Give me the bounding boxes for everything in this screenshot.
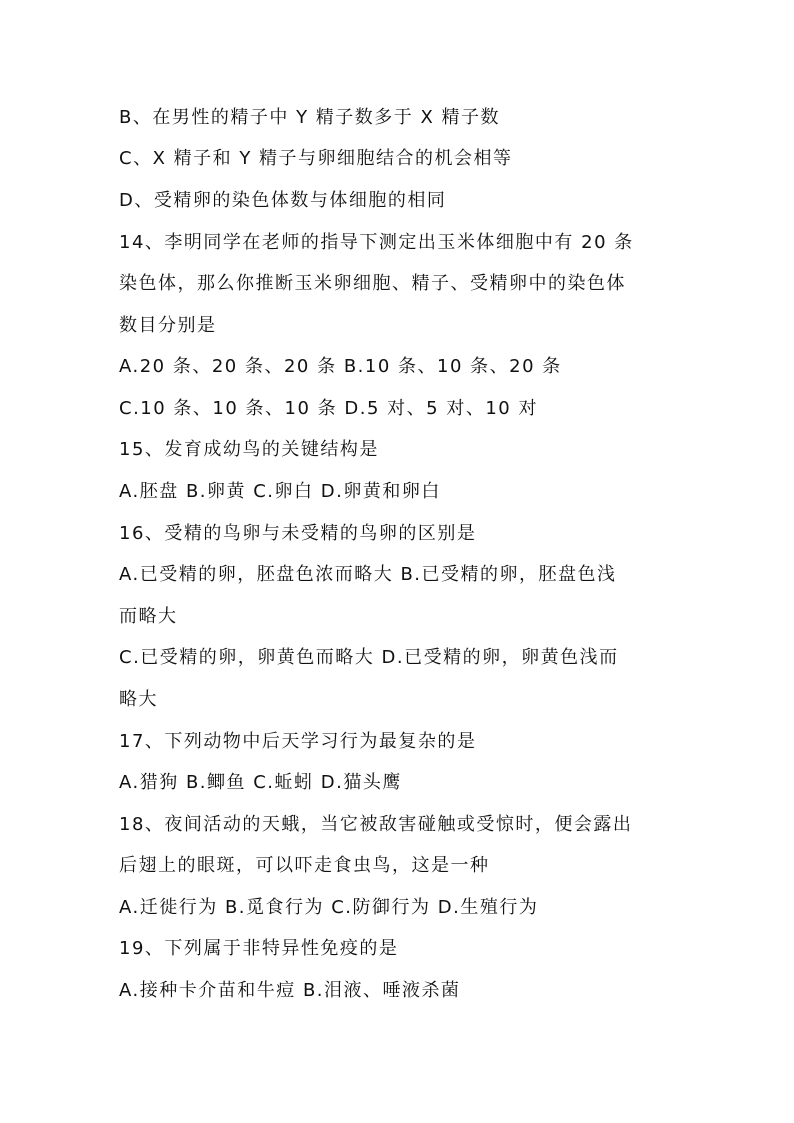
question-18-options: A.迁徙行为 B.觅食行为 C.防御行为 D.生殖行为 (119, 897, 539, 918)
question-15: 15、发育成幼鸟的关键结构是 (119, 439, 379, 460)
question-18-line-2: 后翅上的眼斑，可以吓走食虫鸟，这是一种 (119, 855, 490, 876)
question-19: 19、下列属于非特异性免疫的是 (119, 938, 399, 959)
question-14-options-cd: C.10 条、10 条、10 条 D.5 对、5 对、10 对 (119, 398, 538, 419)
question-17-options: A.猎狗 B.鲫鱼 C.蚯蚓 D.猫头鹰 (119, 772, 402, 793)
question-16: 16、受精的鸟卵与未受精的鸟卵的区别是 (119, 523, 477, 544)
question-14-line-3: 数目分别是 (119, 315, 217, 336)
question-14-line-1: 14、李明同学在老师的指导下测定出玉米体细胞中有 20 条 (119, 232, 634, 253)
question-14-options-ab: A.20 条、20 条、20 条 B.10 条、10 条、20 条 (119, 356, 562, 377)
question-18-line-1: 18、夜间活动的天蛾，当它被敌害碰触或受惊时，便会露出 (119, 814, 633, 835)
option-b-line: B、在男性的精子中 Y 精子数多于 X 精子数 (119, 107, 501, 128)
question-14-line-2: 染色体，那么你推断玉米卵细胞、精子、受精卵中的染色体 (119, 273, 626, 294)
question-15-options: A.胚盘 B.卵黄 C.卵白 D.卵黄和卵白 (119, 481, 441, 502)
option-d-line: D、受精卵的染色体数与体细胞的相同 (119, 190, 447, 211)
question-16-options-cd-line-2: 略大 (119, 689, 158, 710)
question-16-options-cd-line-1: C.已受精的卵，卵黄色而略大 D.已受精的卵，卵黄色浅而 (119, 647, 619, 668)
question-16-options-ab-line-2: 而略大 (119, 606, 178, 627)
question-17: 17、下列动物中后天学习行为最复杂的是 (119, 731, 477, 752)
option-c-line: C、X 精子和 Y 精子与卵细胞结合的机会相等 (119, 148, 513, 169)
question-16-options-ab-line-1: A.已受精的卵，胚盘色浓而略大 B.已受精的卵，胚盘色浅 (119, 564, 617, 585)
question-19-options-ab: A.接种卡介苗和牛痘 B.泪液、唾液杀菌 (119, 980, 461, 1001)
